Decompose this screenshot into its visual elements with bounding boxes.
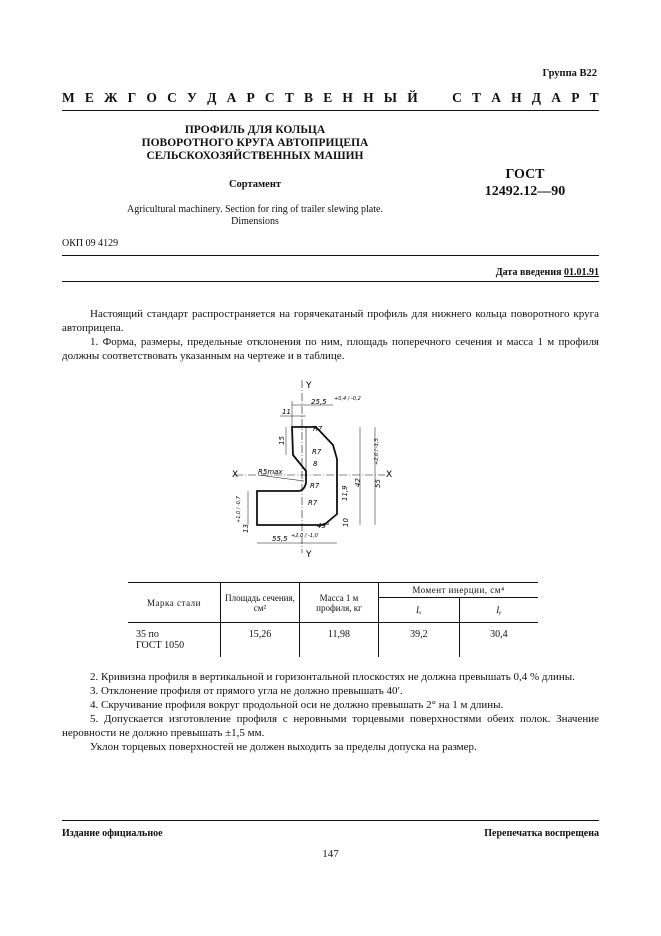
banner-letter: С [167, 90, 177, 105]
paragraph-3: 3. Отклонение профиля от прямого угла не должно превышать 40′. [90, 685, 403, 697]
profile-outline [257, 427, 337, 525]
header-ix: Iₓ [379, 598, 460, 623]
banner-letter: В [304, 90, 314, 105]
dim-15-label: 15 [278, 436, 286, 445]
gost-number-block [470, 166, 580, 200]
paragraph-4: 4. Скручивание профиля вокруг продольной оси не должно превышать 2° на 1 м длины. [90, 699, 504, 711]
header-iy: Iᵧ [459, 598, 538, 623]
banner-letter: Р [246, 90, 255, 105]
title-line-3: СЕЛЬСКОХОЗЯЙСТВЕННЫХ МАШИН [146, 150, 364, 162]
title-line-2: ПОВОРОТНОГО КРУГА АВТОПРИЦЕПА [141, 137, 369, 149]
english-title-line-1: Agricultural machinery. Section for ring of trailer slewing plate. [127, 204, 383, 215]
banner-letter: С [264, 90, 275, 105]
radius-r7-bottom: R7 [308, 499, 318, 507]
banner-letter: М [62, 90, 75, 105]
paragraph-6: Уклон торцевых поверхностей не должен выходить за пределы допуска на размер. [90, 741, 477, 753]
page-number: 147 [322, 848, 339, 860]
paragraph-scope: Настоящий стандарт распространяется на горячекатаный профиль для нижнего кольца поворотного круга автоприцепа. [62, 308, 599, 334]
paragraph-2: 2. Кривизна профиля в вертикальной и горизонтальной плоскостях не должна превышать 0,4 % длины. [90, 671, 575, 683]
gost-label: ГОСТ [505, 167, 545, 182]
gost-number: 12492.12—90 [484, 184, 566, 199]
cell-steel [128, 623, 221, 658]
dim-11-label: 11 [282, 408, 291, 416]
body-text-top [62, 307, 599, 363]
english-title-line-2: Dimensions [231, 216, 279, 227]
banner-letter: С [452, 90, 462, 105]
banner-letter: Н [363, 90, 374, 105]
document-subtitle: Сортамент [228, 179, 282, 190]
banner-letter: У [187, 90, 197, 105]
radius-r5max: R5max [258, 468, 283, 476]
dim-top-tol: +0,4 / -0,2 [334, 396, 361, 402]
header-rule [62, 110, 599, 111]
banner-letter: Т [472, 90, 482, 105]
header-mass: Масса 1 м профиля, кг [300, 583, 379, 623]
intro-rule [62, 281, 599, 282]
dim-13-tol: +1,0 / -0,7 [236, 496, 242, 523]
body-text-bottom [62, 670, 599, 754]
footer-rule [62, 820, 599, 821]
banner-letter: Ж [104, 90, 118, 105]
intro-date-label: Дата введения [495, 267, 562, 278]
banner-letter: Д [531, 90, 542, 105]
dim-45-label: 45° [317, 522, 330, 530]
document-title [110, 124, 400, 163]
radius-r7-mid: R7 [312, 448, 322, 456]
cell-iy: 30,4 [490, 629, 508, 640]
sortament-table [128, 582, 538, 657]
banner-letter: Й [407, 90, 418, 105]
banner-letter: Ы [383, 90, 398, 105]
dim-555-label: 55,5 [272, 535, 288, 543]
banner-letter: А [491, 90, 501, 105]
header-moment: Момент инерции, см⁴ [379, 583, 539, 598]
banner-letter: О [146, 90, 157, 105]
standard-banner [62, 90, 599, 106]
intro-date-value: 01.01.91 [564, 267, 599, 278]
axis-y-bottom-label: Y [306, 550, 312, 560]
cell-steel-line-1: 35 по [136, 629, 159, 640]
header-area: Площадь сечения, см² [221, 583, 300, 623]
banner-letter: Е [323, 90, 333, 105]
header-steel: Марка стали [128, 583, 221, 623]
banner-letter: А [226, 90, 237, 105]
cell-mass: 11,98 [300, 623, 379, 658]
cell-steel-line-2: ГОСТ 1050 [136, 640, 185, 651]
banner-letter: Г [127, 90, 137, 105]
axis-y-top-label: Y [306, 381, 312, 391]
okp-code: ОКП 09 4129 [62, 238, 119, 249]
dim-top-label: 25,5 [311, 398, 327, 406]
dim-8-label: 8 [313, 460, 318, 468]
intro-date [496, 267, 599, 278]
axis-x-right-label: X [386, 470, 393, 480]
dim-10-label: 10 [342, 518, 350, 527]
group-label: Группа В22 [542, 68, 597, 79]
banner-letter: Р [571, 90, 580, 105]
footer-reprint-prohibited: Перепечатка воспрещена [484, 828, 599, 839]
banner-letter: Т [589, 90, 599, 105]
banner-letter: А [551, 90, 562, 105]
paragraph-1: 1. Форма, размеры, предельные отклонения по ним, площадь поперечного сечения и масса 1 м профиля должны соответствовать указанным на чертеже и в таблице. [62, 336, 599, 362]
radius-r7-low: R7 [310, 482, 320, 490]
cell-area: 15,26 [221, 623, 300, 658]
radius-r7-top: R7 [313, 425, 323, 433]
title-line-1: ПРОФИЛЬ ДЛЯ КОЛЬЦА [184, 124, 326, 136]
banner-letter: Н [342, 90, 353, 105]
banner-letter: Т [284, 90, 294, 105]
dim-55-label: 55 [374, 479, 382, 488]
axis-x-left-label: X [232, 470, 239, 480]
dim-13-label: 13 [242, 524, 250, 533]
cell-ix: 39,2 [379, 623, 460, 658]
dim-555-tol: +2,0 / -1,0 [291, 533, 318, 539]
paragraph-5: 5. Допускается изготовление профиля с неровными торцевыми поверхностями обеих полок. Значение неровности не должно превышать ±1,5 мм. [62, 713, 599, 739]
banner-letter: Д [207, 90, 217, 105]
dim-55-tol: +2,0 / -1,5 [374, 438, 380, 465]
okp-rule [62, 255, 599, 256]
dim-42-label: 42 [354, 478, 362, 487]
dim-11-9-label: 11,9 [341, 485, 349, 501]
banner-gap [428, 90, 442, 106]
banner-letter: Е [84, 90, 94, 105]
footer-official-edition: Издание официальное [62, 828, 163, 839]
english-title [90, 204, 420, 228]
profile-drawing [220, 375, 420, 560]
banner-letter: Н [511, 90, 522, 105]
